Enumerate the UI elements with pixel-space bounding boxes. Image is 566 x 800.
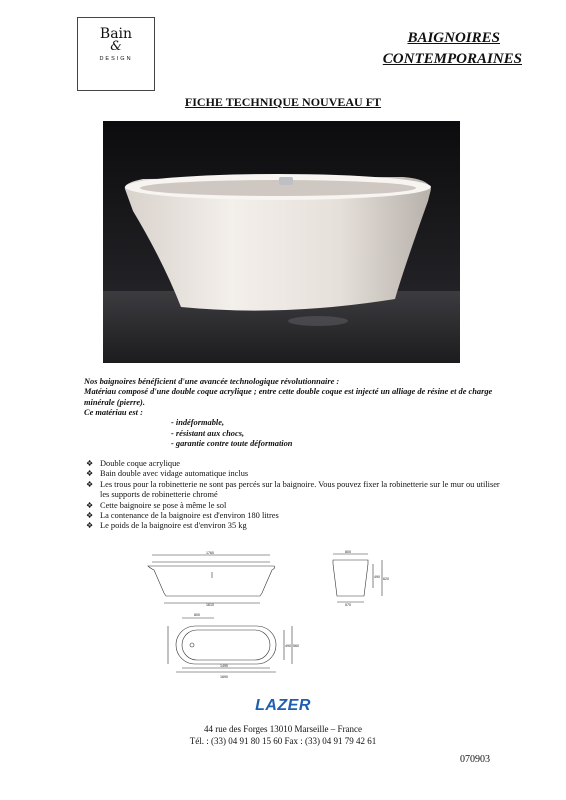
header-title-line2: CONTEMPORAINES [382,51,522,67]
front-view-outline [148,562,275,596]
feature-text: Cette baignoire se pose à même le sol [100,500,227,510]
material-properties [171,418,292,450]
dim-label: 1760 [206,551,214,555]
diamond-bullet-icon: ❖ [86,459,94,468]
header-title-line1: BAIGNOIRES [407,30,500,46]
intro-line2: Matériau composé d'une double coque acrylique ; entre cette double coque est injecté un alliage de résine et de charge minérale (pierre). [84,387,493,407]
intro-line3: Ce matériau est : [84,408,143,418]
list-item [86,480,506,501]
dim-label: 490 [374,575,380,579]
feature-text: La contenance de la baignoire est d'environ 180 litres [100,511,279,521]
plan-view-inner [182,630,270,660]
dim-label: 620 [383,577,389,581]
dim-label: 1610 [206,603,214,607]
property-item: - garantie contre toute déformation [171,439,293,449]
technical-drawing [142,548,420,688]
diamond-bullet-icon: ❖ [86,479,94,489]
property-item: - résistant aux chocs, [171,428,245,438]
logo-text-design: DESIGN [99,56,133,62]
plan-view-outer [176,626,276,664]
dim-label: 1690 [220,675,228,679]
diamond-bullet-icon: ❖ [86,500,94,510]
dim-label: 570 [345,603,351,607]
list-item [86,469,506,479]
feature-text: Le poids de la baignoire est d'environ 35 kg [100,521,247,531]
feature-list [86,459,506,532]
intro-text [84,377,504,419]
footer-address: 44 rue des Forges 13010 Marseille – France [203,724,363,734]
bathtub-photo [103,121,460,363]
lazer-logo [0,697,566,715]
list-item [86,521,506,531]
dim-label: 490 [285,644,291,648]
diamond-bullet-icon: ❖ [86,521,94,531]
dim-label: 1490 [220,664,228,668]
dim-label: 560 [293,644,299,648]
feature-text: Bain double avec vidage automatique inclus [100,469,249,479]
bathtub-illustration [103,121,460,363]
footer-phone: Tél. : (33) 04 91 80 15 60 Fax : (33) 04 91 79 42 61 [189,736,377,746]
list-item [86,501,506,511]
intro-line1: Nos baignoires bénéficient d'une avancée technologique révolutionnaire : [84,377,340,386]
logo-text-bain: Bain [99,26,133,42]
feature-text: Les trous pour la robinetterie ne sont pas percés sur la baignoire. Vous pouvez fixer la robinetterie sur le mur ou utiliser les supports de robinetterie chromé [100,479,500,500]
lazer-brand: LAZER [255,697,311,714]
list-item [86,511,506,521]
feature-text: Double coque acrylique [100,459,180,468]
footer-address-block [0,723,566,747]
side-view-outline [333,560,368,596]
page-subtitle: FICHE TECHNIQUE NOUVEAU FT [184,95,382,109]
list-item [86,459,506,469]
diamond-bullet-icon: ❖ [86,469,94,479]
drain-circle [190,643,194,647]
dim-label: 800 [345,550,351,554]
property-item: - indéformable, [171,418,225,427]
document-reference: 070903 [460,754,490,765]
dim-label: 800 [194,613,200,617]
diamond-bullet-icon: ❖ [86,511,94,521]
brand-logo [77,17,155,91]
logo-ampersand: & [110,39,122,54]
